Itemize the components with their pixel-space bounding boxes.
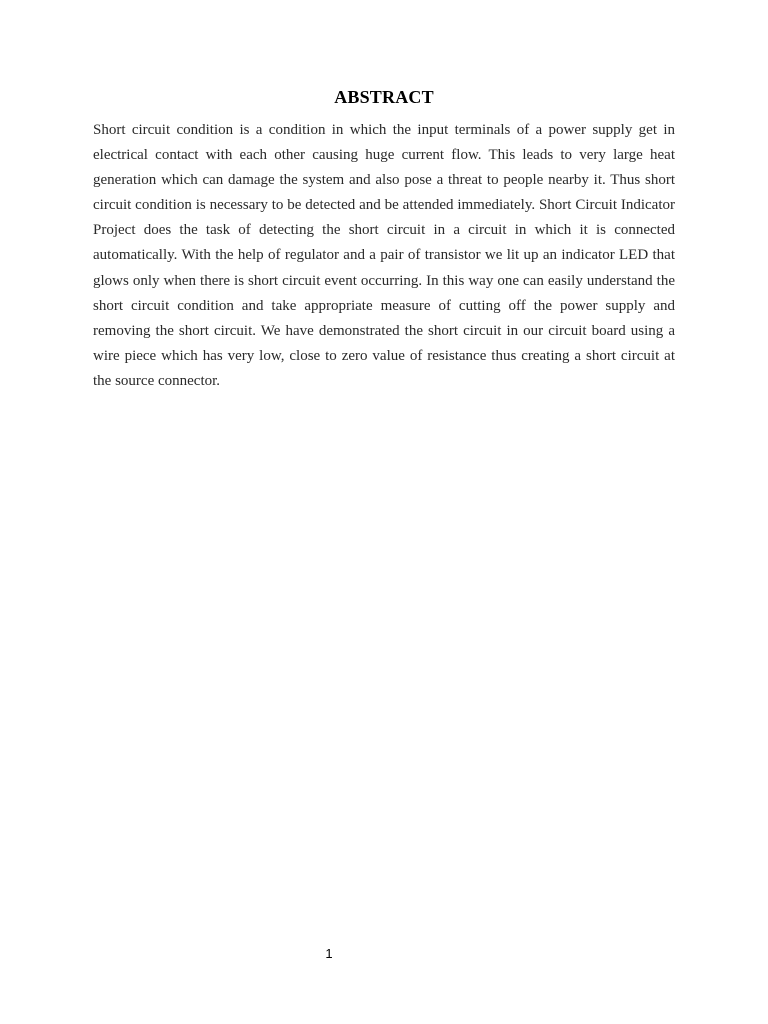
page-number: 1	[325, 946, 333, 961]
abstract-heading: ABSTRACT	[334, 87, 434, 107]
abstract-paragraph: Short circuit condition is a condition in which the input terminals of a power supply get in electrical contact with each other causing huge current flow. This leads to very large heat generation which can damage the system and also pose a threat to people nearby it. Thus short circuit condition is necessary to be detected and be attended immediately. Short Circuit Indicator Project does the task of detecting the short circuit in a circuit in which it is connected automatically. With the help of regulator and a pair of transistor we lit up an indicator LED that glows only when there is short circuit event occurring. In this way one can easily understand the short circuit condition and take appropriate measure of cutting off the power supply and removing the short circuit. We have demonstrated the short circuit in our circuit board using a wire piece which has very low, close to zero value of resistance thus creating a short circuit at the source connector.	[93, 122, 675, 389]
